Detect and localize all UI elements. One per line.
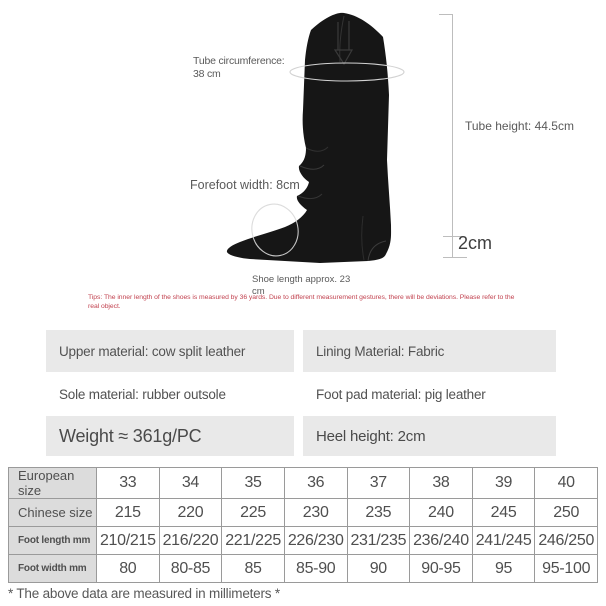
table-row-foot-width xyxy=(9,555,598,583)
table-cell: 220 xyxy=(159,499,222,527)
shoe-length-label: Shoe length approx. 23 cm xyxy=(252,274,351,297)
table-cell: 226/230 xyxy=(284,527,347,555)
table-cell: 36 xyxy=(284,468,347,499)
table-row-foot-length xyxy=(9,527,598,555)
heel-height-label: 2cm xyxy=(458,233,493,253)
forefoot-width-label: Forefoot width: 8cm xyxy=(190,178,300,192)
row-header-european-size: European size xyxy=(9,468,97,499)
row-header-chinese-size: Chinese size xyxy=(9,499,97,527)
table-cell: 240 xyxy=(410,499,473,527)
spec-sole-material: Sole material: rubber outsole xyxy=(59,386,226,402)
spec-lining-material: Lining Material: Fabric xyxy=(303,330,556,372)
table-cell: 250 xyxy=(535,499,598,527)
table-cell: 33 xyxy=(97,468,160,499)
table-cell: 34 xyxy=(159,468,222,499)
table-cell: 90-95 xyxy=(410,555,473,583)
tube-height-label: Tube height: 44.5cm xyxy=(465,119,574,133)
table-row-european-size xyxy=(9,468,598,499)
table-cell: 231/235 xyxy=(347,527,410,555)
table-cell: 95-100 xyxy=(535,555,598,583)
table-cell: 210/215 xyxy=(97,527,160,555)
table-cell: 235 xyxy=(347,499,410,527)
spec-upper-material: Upper material: cow split leather xyxy=(46,330,294,372)
row-header-foot-length: Foot length mm xyxy=(9,527,97,555)
table-cell: 85 xyxy=(222,555,285,583)
table-cell: 90 xyxy=(347,555,410,583)
table-cell: 80 xyxy=(97,555,160,583)
table-cell: 38 xyxy=(410,468,473,499)
spec-heel-height: Heel height: 2cm xyxy=(303,416,556,456)
table-cell: 230 xyxy=(284,499,347,527)
measurement-tips-note: Tips: The inner length of the shoes is measured by 36 yards. Due to different measurement gestures, there will be deviations. Please refer to the real object. xyxy=(88,294,515,311)
table-cell: 221/225 xyxy=(222,527,285,555)
table-cell: 246/250 xyxy=(535,527,598,555)
spec-weight: Weight ≈ 361g/PC xyxy=(46,416,294,456)
spec-footpad-material: Foot pad material: pig leather xyxy=(316,386,486,402)
tube-height-measure-line xyxy=(452,14,453,257)
table-cell: 215 xyxy=(97,499,160,527)
table-cell: 245 xyxy=(472,499,535,527)
measurement-footnote: * The above data are measured in millimeters * xyxy=(8,586,280,601)
table-cell: 236/240 xyxy=(410,527,473,555)
measure-tick-top xyxy=(439,14,453,15)
tube-circumference-label: Tube circumference: 38 cm xyxy=(193,55,285,81)
table-cell: 225 xyxy=(222,499,285,527)
table-row-chinese-size xyxy=(9,499,598,527)
table-cell: 35 xyxy=(222,468,285,499)
table-cell: 40 xyxy=(535,468,598,499)
boot-photo xyxy=(220,8,410,268)
table-cell: 216/220 xyxy=(159,527,222,555)
measure-tick-heel-bottom xyxy=(443,257,467,258)
table-cell: 241/245 xyxy=(472,527,535,555)
table-cell: 80-85 xyxy=(159,555,222,583)
table-cell: 39 xyxy=(472,468,535,499)
table-cell: 37 xyxy=(347,468,410,499)
table-cell: 85-90 xyxy=(284,555,347,583)
row-header-foot-width: Foot width mm xyxy=(9,555,97,583)
size-chart-table xyxy=(8,467,598,583)
table-cell: 95 xyxy=(472,555,535,583)
